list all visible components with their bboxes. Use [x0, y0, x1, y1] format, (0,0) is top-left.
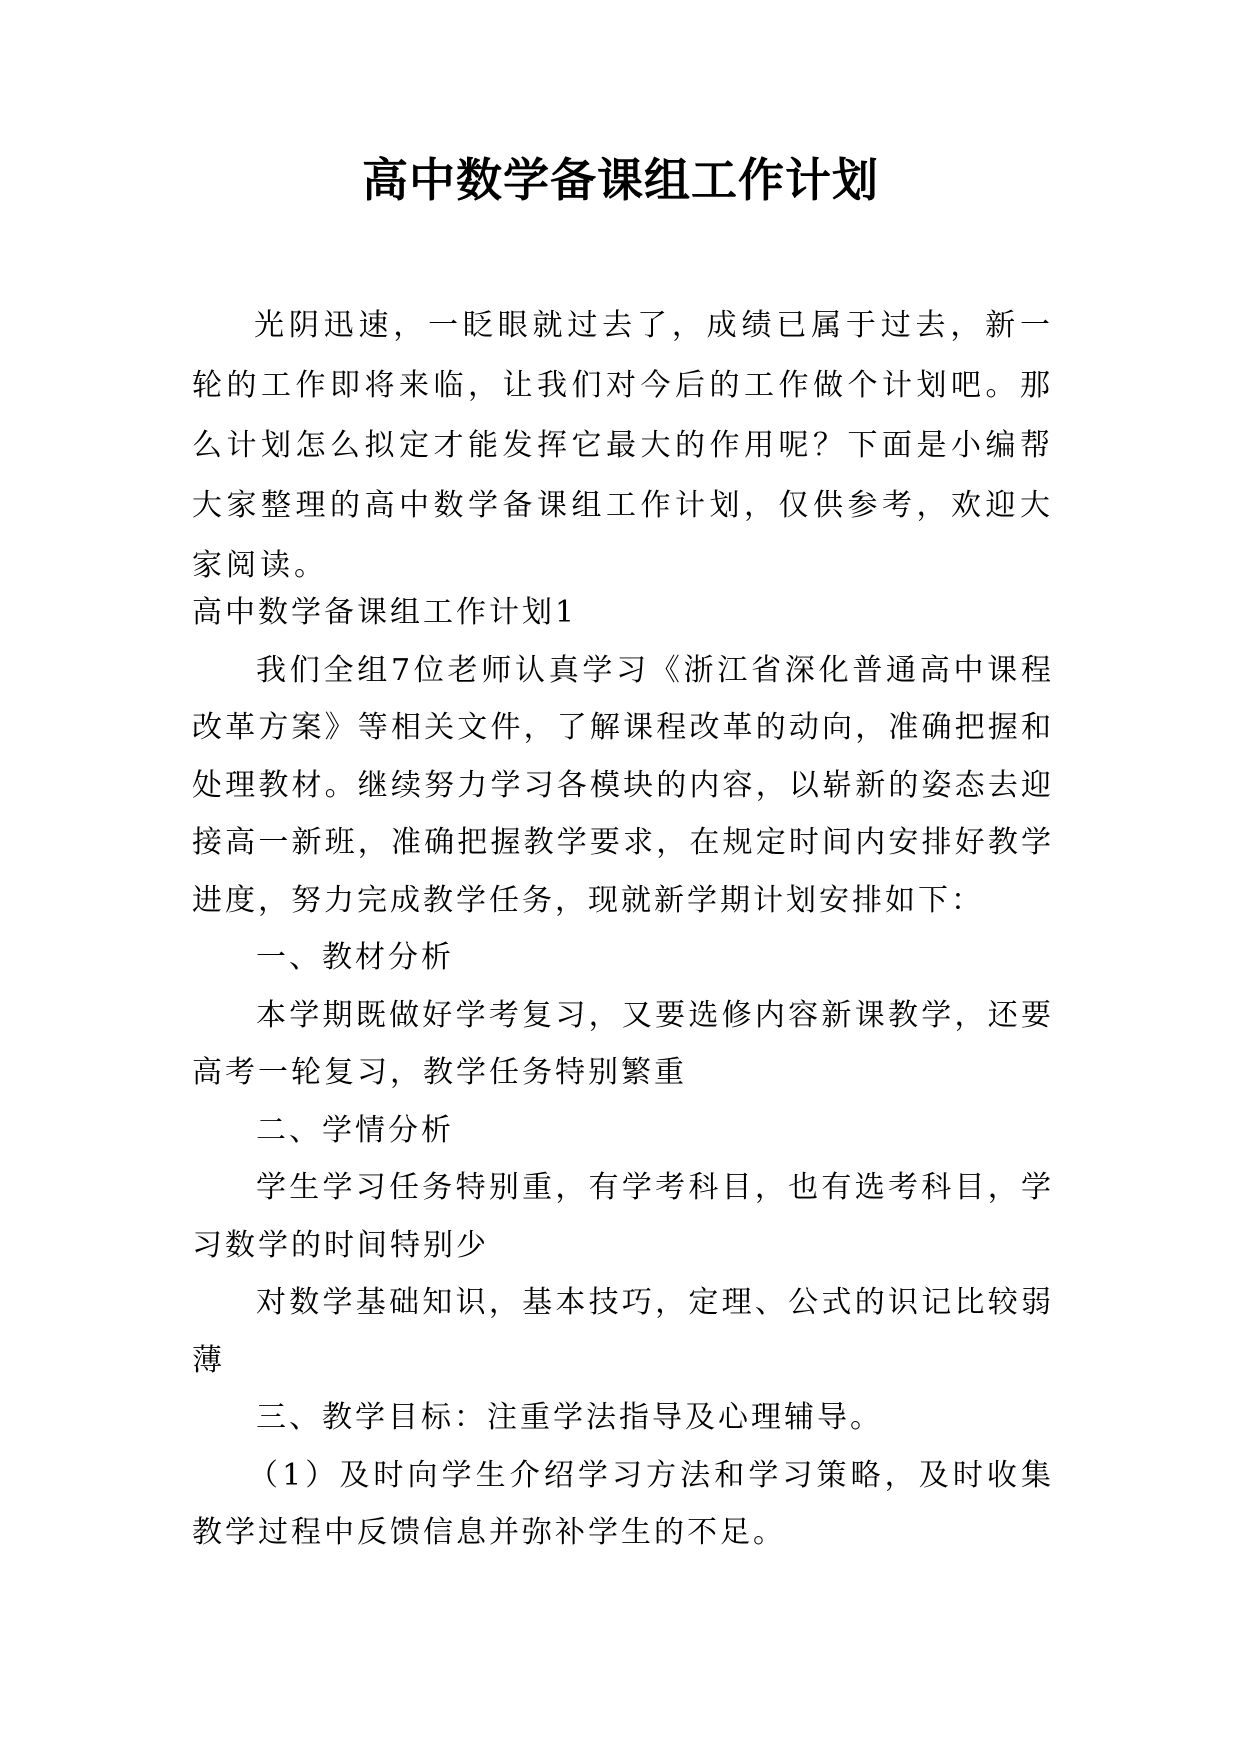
- heading-student-analysis: 二、学情分析: [256, 1112, 454, 1148]
- paragraph-goal-1: （1）及时向学生介绍学习方法和学习策略，及时收集教学过程中反馈信息并弥补学生的不足。: [192, 1457, 1054, 1550]
- paragraph-student-analysis-1: 学生学习任务特别重，有学考科目，也有选考科目，学习数学的时间特别少: [192, 1170, 1054, 1263]
- section-heading: 高中数学备课组工作计划1: [192, 595, 578, 630]
- paragraph-overview: 我们全组7位老师认真学习《浙江省深化普通高中课程改革方案》等相关文件，了解课程改革的动向，准确把握和处理教材。继续努力学习各模块的内容，以崭新的姿态去迎接高一新班，准确把握教学要求，在规定时间内安排好教学进度，努力完成教学任务，现就新学期计划安排如下：: [192, 652, 1054, 918]
- heading-teaching-goals: 三、教学目标：注重学法指导及心理辅导。: [256, 1400, 883, 1435]
- intro-paragraph: 光阴迅速，一眨眼就过去了，成绩已属于过去，新一轮的工作即将来临，让我们对今后的工作做个计划吧。那么计划怎么拟定才能发挥它最大的作用呢？下面是小编帮大家整理的高中数学备课组工作计划，仅供参考，欢迎大家阅读。: [192, 308, 1054, 583]
- paragraph-textbook-analysis: 本学期既做好学考复习，又要选修内容新课教学，还要高考一轮复习，教学任务特别繁重: [192, 997, 1054, 1090]
- paragraph-student-analysis-2: 对数学基础知识，基本技巧，定理、公式的识记比较弱薄: [192, 1285, 1054, 1378]
- document-title: 高中数学备课组工作计划: [362, 153, 879, 207]
- heading-textbook-analysis: 一、教材分析: [256, 940, 454, 975]
- section-1: [192, 584, 1054, 1562]
